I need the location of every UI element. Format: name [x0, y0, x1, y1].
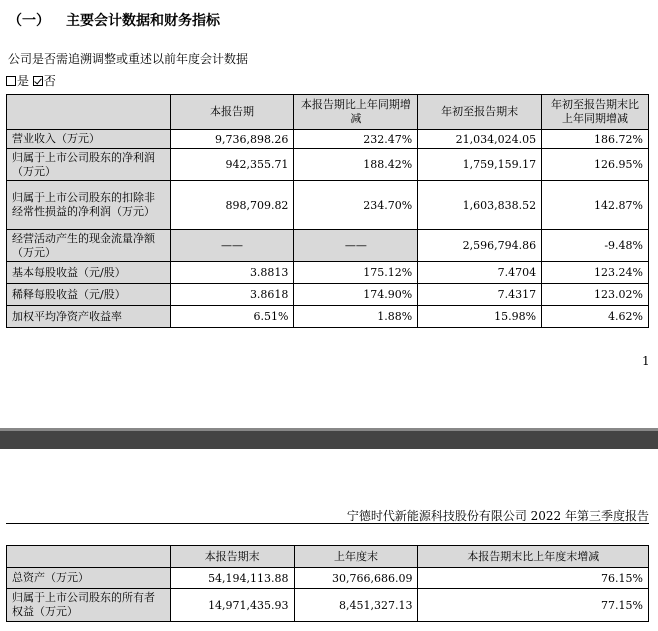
option-yes-label: 是 — [17, 74, 30, 88]
cell-value: 30,766,686.09 — [294, 568, 418, 589]
cell-value: 123.24% — [542, 262, 649, 284]
cell-value: 3.8813 — [170, 262, 294, 284]
table-header-row — [7, 95, 649, 130]
checkbox-yes[interactable] — [6, 76, 16, 86]
cell-value: 1,759,159.17 — [418, 149, 542, 181]
cell-value: 7.4704 — [418, 262, 542, 284]
table-row — [7, 230, 649, 262]
table-row — [7, 284, 649, 306]
cell-value: 9,736,898.26 — [170, 130, 294, 149]
header-cell — [7, 95, 171, 130]
cell-value: —— — [170, 230, 294, 262]
cell-value: 1,603,838.52 — [418, 181, 542, 230]
header-cell: 本报告期 — [170, 95, 294, 130]
cell-value: 4.62% — [542, 306, 649, 328]
cell-value: 14,971,435.93 — [170, 589, 294, 622]
section-title: 主要会计数据和财务指标 — [66, 13, 220, 29]
cell-value: 234.70% — [294, 181, 418, 230]
cell-value: 76.15% — [418, 568, 649, 589]
restatement-question: 公司是否需追溯调整或重述以前年度会计数据 — [8, 52, 249, 66]
row-label: 加权平均净资产收益率 — [7, 306, 171, 328]
cell-value: 174.90% — [294, 284, 418, 306]
key-financial-table — [6, 94, 649, 328]
restatement-options — [6, 72, 56, 89]
cell-value: 1.88% — [294, 306, 418, 328]
cell-value: 3.8618 — [170, 284, 294, 306]
cell-value: 21,034,024.05 — [418, 130, 542, 149]
row-label: 归属于上市公司股东的净利润（万元） — [7, 149, 171, 181]
row-label: 基本每股收益（元/股） — [7, 262, 171, 284]
row-label: 总资产（万元） — [7, 568, 171, 589]
cell-value: 54,194,113.88 — [170, 568, 294, 589]
table-header-row — [7, 546, 649, 568]
cell-value: 186.72% — [542, 130, 649, 149]
cell-value: 6.51% — [170, 306, 294, 328]
cell-value: 142.87% — [542, 181, 649, 230]
table-row — [7, 262, 649, 284]
running-header: 宁德时代新能源科技股份有限公司 2022 年第三季度报告 — [346, 509, 649, 523]
option-no-label: 否 — [43, 74, 56, 88]
header-cell — [7, 546, 171, 568]
table-row — [7, 130, 649, 149]
page-number: 1 — [642, 354, 650, 368]
cell-value: 942,355.71 — [170, 149, 294, 181]
row-label: 归属于上市公司股东的所有者权益（万元） — [7, 589, 171, 622]
table-row — [7, 589, 649, 622]
table-row — [7, 149, 649, 181]
row-label: 稀释每股收益（元/股） — [7, 284, 171, 306]
cell-value: 898,709.82 — [170, 181, 294, 230]
header-cell: 上年度末 — [294, 546, 418, 568]
header-rule — [6, 523, 649, 524]
balance-table — [6, 545, 649, 622]
section-heading — [8, 10, 220, 30]
cell-value: -9.48% — [542, 230, 649, 262]
row-label: 经营活动产生的现金流量净额（万元） — [7, 230, 171, 262]
cell-value: 2,596,794.86 — [418, 230, 542, 262]
row-label: 归属于上市公司股东的扣除非经常性损益的净利润（万元） — [7, 181, 171, 230]
cell-value: 175.12% — [294, 262, 418, 284]
cell-value: 188.42% — [294, 149, 418, 181]
page-break-bar — [0, 431, 658, 449]
cell-value: 7.4317 — [418, 284, 542, 306]
cell-value: 232.47% — [294, 130, 418, 149]
cell-value: 8,451,327.13 — [294, 589, 418, 622]
header-cell: 本报告期末比上年度末增减 — [418, 546, 649, 568]
section-number: （一） — [8, 13, 50, 29]
cell-value: 126.95% — [542, 149, 649, 181]
row-label: 营业收入（万元） — [7, 130, 171, 149]
cell-value: 123.02% — [542, 284, 649, 306]
header-cell: 年初至报告期末比上年同期增减 — [542, 95, 649, 130]
header-cell: 本报告期比上年同期增减 — [294, 95, 418, 130]
header-cell: 本报告期末 — [170, 546, 294, 568]
cell-value: 77.15% — [418, 589, 649, 622]
header-cell: 年初至报告期末 — [418, 95, 542, 130]
cell-value: 15.98% — [418, 306, 542, 328]
table-row — [7, 181, 649, 230]
table-row — [7, 306, 649, 328]
cell-value: —— — [294, 230, 418, 262]
checkbox-no[interactable] — [33, 76, 43, 86]
table-row — [7, 568, 649, 589]
